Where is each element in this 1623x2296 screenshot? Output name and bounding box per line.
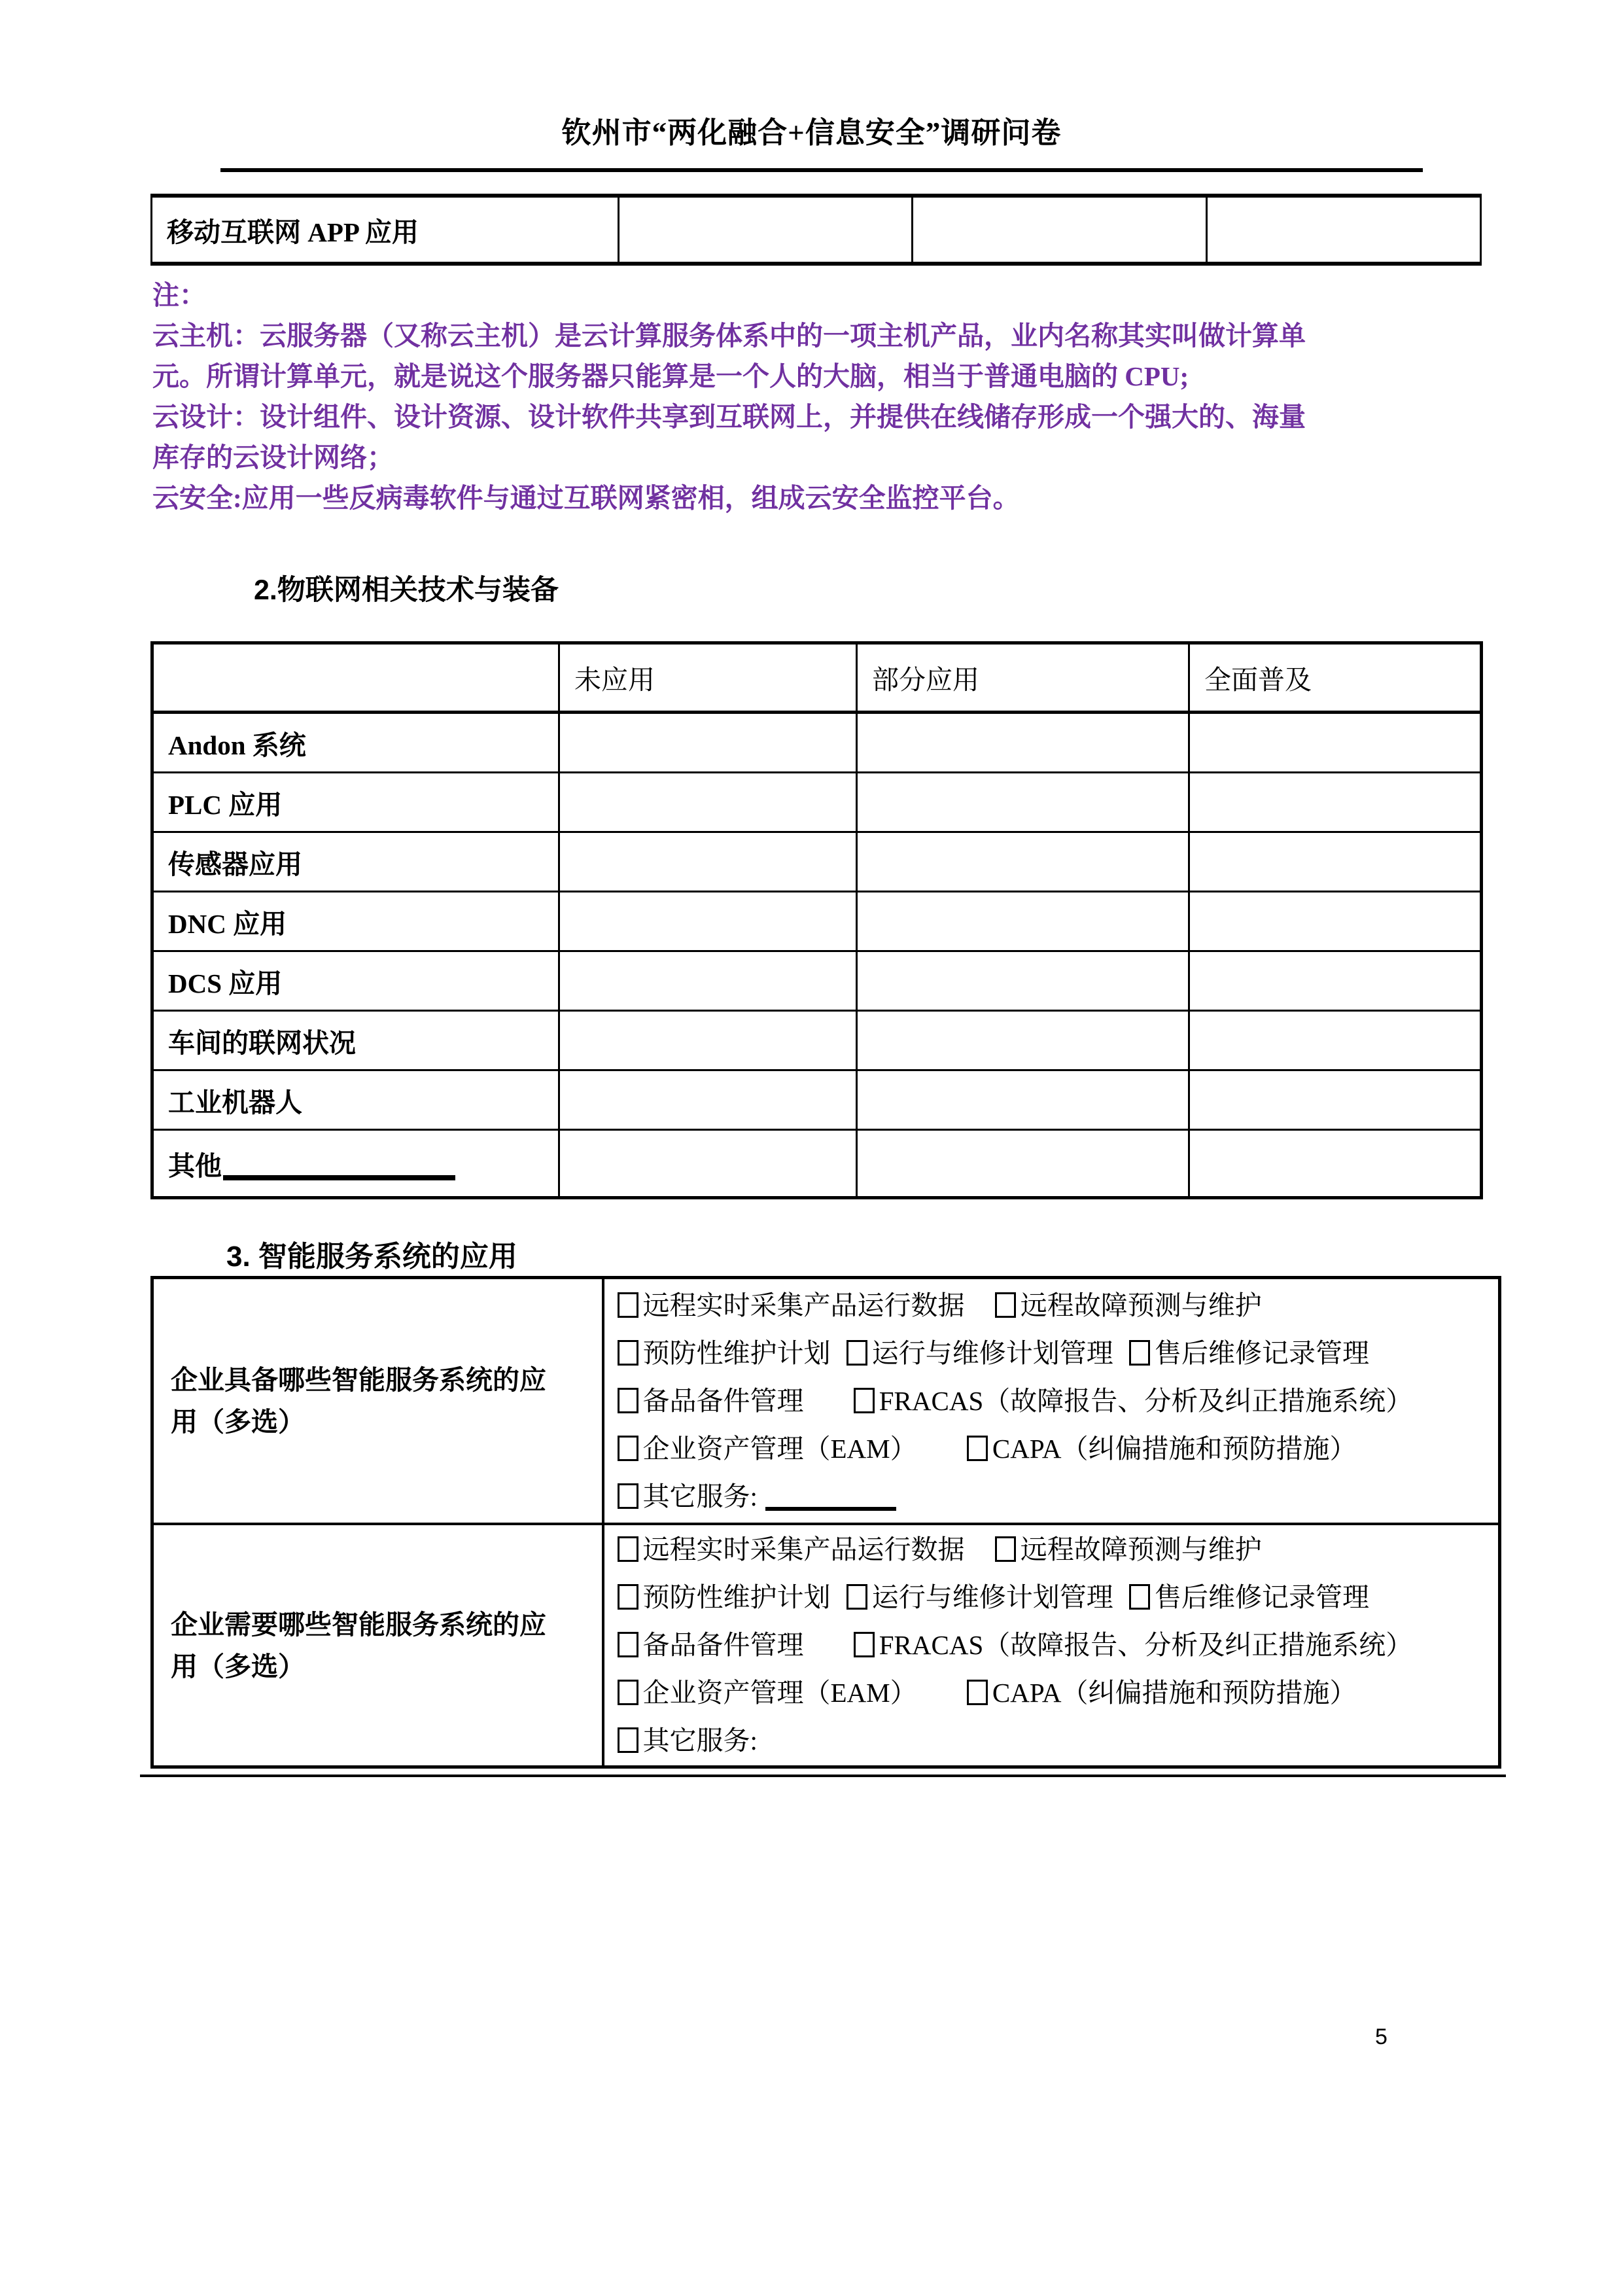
checkbox-icon[interactable] bbox=[854, 1388, 875, 1413]
header-divider bbox=[220, 168, 1423, 172]
checkbox-icon[interactable] bbox=[846, 1584, 867, 1610]
fill-in-blank[interactable] bbox=[223, 1149, 455, 1180]
option-line bbox=[618, 1473, 1498, 1521]
iot-technology-table bbox=[150, 641, 1483, 1199]
answer-cell[interactable] bbox=[559, 1130, 857, 1198]
answer-cell[interactable] bbox=[857, 951, 1189, 1011]
answer-cell[interactable] bbox=[913, 196, 1207, 264]
notes-block bbox=[152, 275, 1526, 518]
note-line: 库存的云设计网络； bbox=[152, 442, 394, 472]
checkbox-option[interactable]: 其它服务: bbox=[618, 1725, 758, 1756]
answer-cell[interactable] bbox=[857, 892, 1189, 951]
option-line bbox=[618, 1330, 1498, 1377]
checkbox-option[interactable]: 售后维修记录管理 bbox=[1129, 1582, 1369, 1612]
row-label-other: 其他 bbox=[152, 1130, 559, 1198]
answer-cell[interactable] bbox=[1189, 1070, 1482, 1130]
answer-cell[interactable] bbox=[857, 832, 1189, 892]
options-cell bbox=[603, 1278, 1500, 1525]
notes-label: 注： bbox=[152, 280, 206, 310]
table-row bbox=[152, 832, 1482, 892]
answer-cell[interactable] bbox=[857, 1011, 1189, 1070]
checkbox-option[interactable]: CAPA（纠偏措施和预防措施） bbox=[967, 1678, 1357, 1708]
checkbox-option[interactable]: 远程故障预测与维护 bbox=[995, 1534, 1262, 1564]
note-line: 云安全:应用一些反病毒软件与通过互联网紧密相，组成云安全监控平台。 bbox=[152, 483, 1020, 513]
checkbox-option[interactable]: 运行与维修计划管理 bbox=[846, 1338, 1113, 1368]
answer-cell[interactable] bbox=[559, 1011, 857, 1070]
table-row bbox=[152, 892, 1482, 951]
note-line: 元。所谓计算单元，就是说这个服务器只能算是一个人的大脑，相当于普通电脑的 CPU; bbox=[152, 361, 1189, 391]
answer-cell[interactable] bbox=[857, 1070, 1189, 1130]
checkbox-option[interactable]: 企业资产管理（EAM） bbox=[618, 1678, 917, 1708]
checkbox-icon[interactable] bbox=[618, 1436, 638, 1461]
answer-cell[interactable] bbox=[1189, 832, 1482, 892]
checkbox-icon[interactable] bbox=[618, 1483, 638, 1509]
checkbox-icon[interactable] bbox=[618, 1680, 638, 1705]
page-number: 5 bbox=[1375, 2024, 1387, 2049]
checkbox-icon[interactable] bbox=[967, 1680, 988, 1705]
table-row bbox=[152, 196, 1481, 264]
row-label: 移动互联网 APP 应用 bbox=[152, 196, 619, 264]
table-row bbox=[152, 713, 1482, 773]
table-row bbox=[152, 1524, 1500, 1767]
answer-cell[interactable] bbox=[1189, 1130, 1482, 1198]
checkbox-icon[interactable] bbox=[854, 1632, 875, 1657]
table-row bbox=[152, 1070, 1482, 1130]
section-3-heading: 3. 智能服务系统的应用 bbox=[226, 1241, 517, 1273]
answer-cell[interactable] bbox=[1189, 951, 1482, 1011]
table-row bbox=[152, 1011, 1482, 1070]
checkbox-icon[interactable] bbox=[1129, 1584, 1150, 1610]
option-line bbox=[618, 1282, 1498, 1330]
checkbox-option[interactable]: FRACAS（故障报告、分析及纠正措施系统） bbox=[854, 1630, 1413, 1660]
answer-cell[interactable] bbox=[559, 773, 857, 832]
row-label: PLC 应用 bbox=[152, 773, 559, 832]
note-line: 云主机：云服务器（又称云主机）是云计算服务体系中的一项主机产品，业内名称其实叫做计算单 bbox=[152, 321, 1306, 351]
column-header: 未应用 bbox=[559, 643, 857, 713]
checkbox-icon[interactable] bbox=[995, 1536, 1016, 1562]
row-label: 车间的联网状况 bbox=[152, 1011, 559, 1070]
row-label: 工业机器人 bbox=[152, 1070, 559, 1130]
checkbox-option[interactable]: 备品备件管理 bbox=[618, 1630, 804, 1660]
checkbox-option[interactable]: 其它服务: bbox=[618, 1481, 896, 1511]
checkbox-icon[interactable] bbox=[846, 1340, 867, 1366]
option-line bbox=[618, 1574, 1498, 1621]
checkbox-icon[interactable] bbox=[618, 1340, 638, 1366]
checkbox-option[interactable]: 企业资产管理（EAM） bbox=[618, 1434, 917, 1464]
checkbox-option[interactable]: 售后维修记录管理 bbox=[1129, 1338, 1369, 1368]
checkbox-icon[interactable] bbox=[618, 1292, 638, 1318]
answer-cell[interactable] bbox=[1189, 892, 1482, 951]
answer-cell[interactable] bbox=[619, 196, 913, 264]
table-row bbox=[152, 773, 1482, 832]
answer-cell[interactable] bbox=[857, 773, 1189, 832]
section-2-heading: 2.物联网相关技术与装备 bbox=[254, 574, 559, 606]
row-label: DCS 应用 bbox=[152, 951, 559, 1011]
row-label: DNC 应用 bbox=[152, 892, 559, 951]
row-label: 传感器应用 bbox=[152, 832, 559, 892]
table-row bbox=[152, 1278, 1500, 1525]
answer-cell[interactable] bbox=[1207, 196, 1481, 264]
checkbox-option[interactable]: FRACAS（故障报告、分析及纠正措施系统） bbox=[854, 1386, 1413, 1416]
column-header: 部分应用 bbox=[857, 643, 1189, 713]
checkbox-icon[interactable] bbox=[618, 1536, 638, 1562]
option-line bbox=[618, 1621, 1498, 1669]
checkbox-icon[interactable] bbox=[618, 1727, 638, 1753]
table-row bbox=[152, 951, 1482, 1011]
fill-in-blank[interactable] bbox=[765, 1485, 896, 1511]
question-cell: 企业具备哪些智能服务系统的应 用（多选） bbox=[152, 1278, 603, 1525]
option-line bbox=[618, 1526, 1498, 1574]
checkbox-icon[interactable] bbox=[995, 1292, 1016, 1318]
answer-cell[interactable] bbox=[559, 713, 857, 773]
checkbox-icon[interactable] bbox=[618, 1388, 638, 1413]
note-line: 云设计：设计组件、设计资源、设计软件共享到互联网上，并提供在线储存形成一个强大的、海量 bbox=[152, 402, 1306, 432]
checkbox-option[interactable]: 预防性维护计划 bbox=[618, 1582, 831, 1612]
row-label: Andon 系统 bbox=[152, 713, 559, 773]
answer-cell[interactable] bbox=[1189, 713, 1482, 773]
answer-cell[interactable] bbox=[1189, 773, 1482, 832]
checkbox-option[interactable]: 备品备件管理 bbox=[618, 1386, 804, 1416]
checkbox-icon[interactable] bbox=[618, 1632, 638, 1657]
option-line bbox=[618, 1717, 1498, 1765]
option-line bbox=[618, 1425, 1498, 1473]
answer-cell[interactable] bbox=[559, 832, 857, 892]
table-header-row bbox=[152, 643, 1482, 713]
checkbox-option[interactable]: 远程故障预测与维护 bbox=[995, 1290, 1262, 1320]
answer-cell[interactable] bbox=[559, 892, 857, 951]
checkbox-icon[interactable] bbox=[967, 1436, 988, 1461]
table-row bbox=[152, 1130, 1482, 1198]
answer-cell[interactable] bbox=[857, 1130, 1189, 1198]
option-line bbox=[618, 1669, 1498, 1717]
checkbox-option[interactable]: 远程实时采集产品运行数据 bbox=[618, 1290, 965, 1320]
answer-cell[interactable] bbox=[559, 951, 857, 1011]
checkbox-option[interactable]: CAPA（纠偏措施和预防措施） bbox=[967, 1434, 1357, 1464]
question-cell: 企业需要哪些智能服务系统的应 用（多选） bbox=[152, 1524, 603, 1767]
checkbox-option[interactable]: 运行与维修计划管理 bbox=[846, 1582, 1113, 1612]
checkbox-option[interactable]: 预防性维护计划 bbox=[618, 1338, 831, 1368]
answer-cell[interactable] bbox=[1189, 1011, 1482, 1070]
page-title: 钦州市“两化融合+信息安全”调研问卷 bbox=[561, 116, 1062, 149]
options-cell bbox=[603, 1524, 1500, 1767]
checkbox-option[interactable]: 远程实时采集产品运行数据 bbox=[618, 1534, 965, 1564]
answer-cell[interactable] bbox=[857, 713, 1189, 773]
table-bottom-divider bbox=[140, 1775, 1506, 1777]
column-header bbox=[152, 643, 559, 713]
answer-cell[interactable] bbox=[559, 1070, 857, 1130]
checkbox-icon[interactable] bbox=[618, 1584, 638, 1610]
option-line bbox=[618, 1377, 1498, 1425]
checkbox-icon[interactable] bbox=[1129, 1340, 1150, 1366]
column-header: 全面普及 bbox=[1189, 643, 1482, 713]
mobile-app-table bbox=[150, 194, 1482, 266]
smart-service-table bbox=[150, 1276, 1501, 1769]
